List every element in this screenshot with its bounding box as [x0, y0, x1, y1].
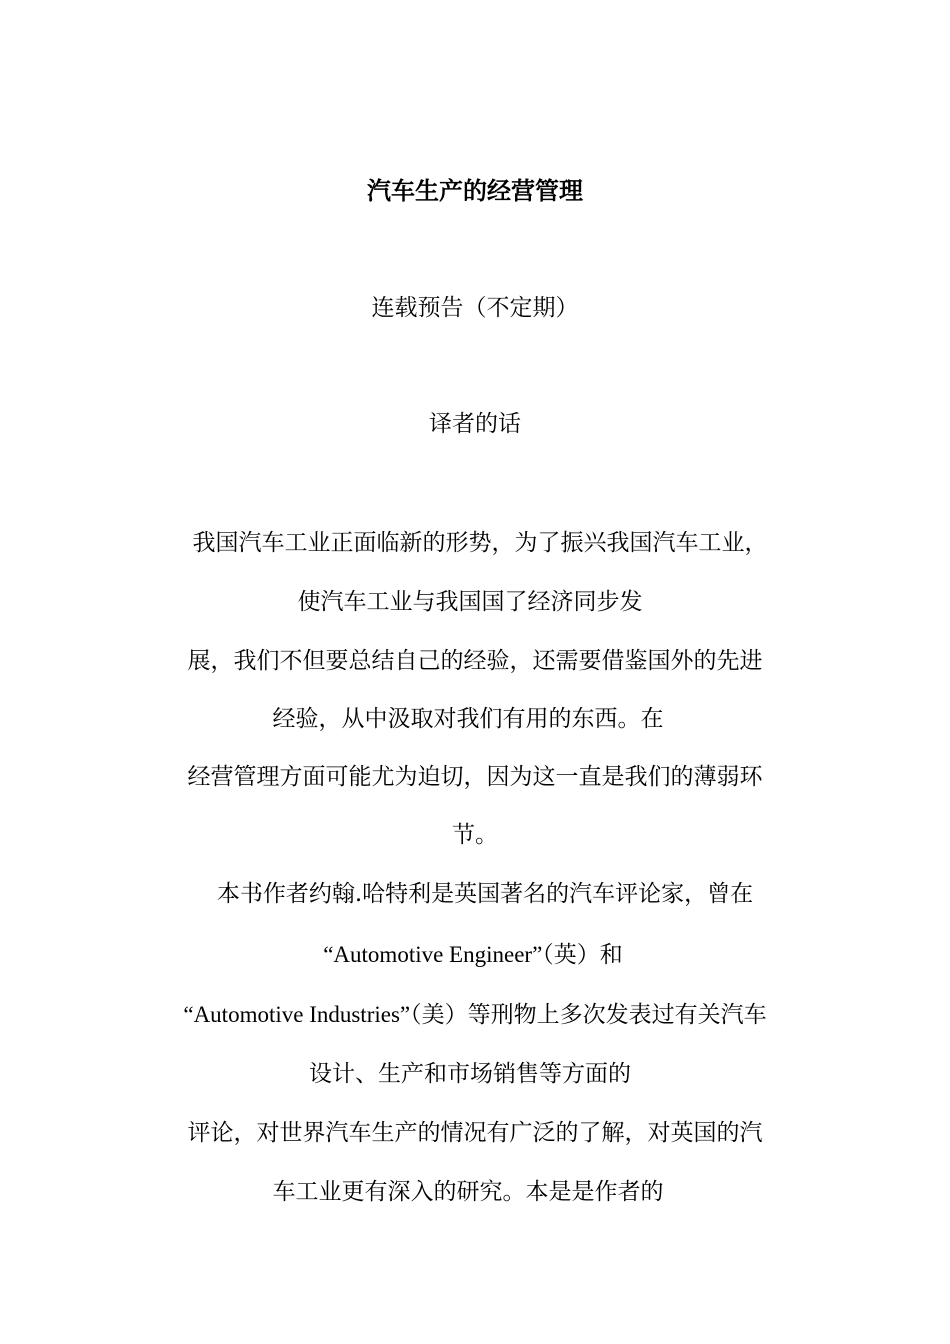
body-line: 使汽车工业与我国国了经济同步发: [297, 589, 643, 615]
body-line: “Automotive Industries”（美）等刑物上多次发表过有关汽车: [183, 1002, 767, 1027]
body-line: 经验，从中汲取对我们有用的东西。在: [272, 706, 664, 732]
body-line: 我国汽车工业正面临新的形势，为了振兴我国汽车工业，: [192, 530, 768, 556]
body-line: 展，我们不但要总结自己的经验，还需要借鉴国外的先进: [187, 648, 763, 674]
body-line: 设计、生产和市场销售等方面的: [309, 1061, 631, 1087]
body-line: “Automotive Engineer”（英）和: [323, 942, 623, 967]
body-line: 经营管理方面可能尤为迫切，因为这一直是我们的薄弱环: [187, 764, 763, 790]
document-title: 汽车生产的经营管理: [367, 176, 583, 205]
section-heading: 译者的话: [429, 411, 521, 437]
body-line: 本书作者约翰.哈特利是英国著名的汽车评论家，曾在: [216, 881, 754, 907]
body-line: 车工业更有深入的研究。本是是作者的: [272, 1179, 664, 1205]
body-line: 节。: [452, 822, 498, 848]
document-subtitle: 连载预告（不定期）: [371, 295, 579, 321]
body-line: 评论，对世界汽车生产的情况有广泛的了解，对英国的汽: [187, 1120, 763, 1146]
